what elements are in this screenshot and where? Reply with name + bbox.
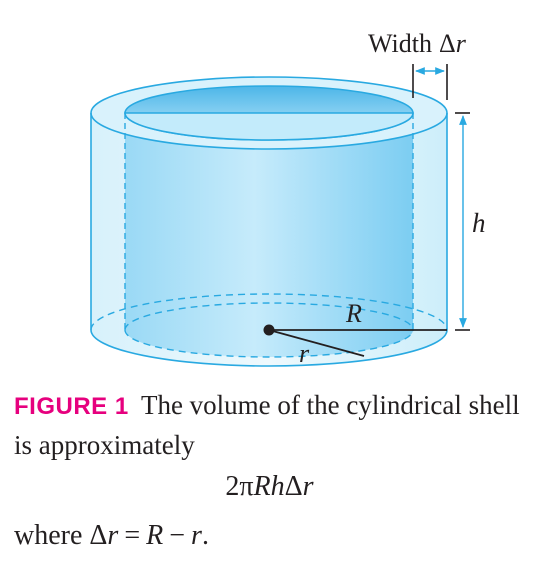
formula-h: h: [270, 471, 285, 502]
figure-label: FIGURE 1: [14, 393, 129, 420]
where-r2: r: [191, 520, 202, 551]
figure-caption: [14, 386, 534, 464]
where-clause: [14, 518, 209, 554]
formula-R: R: [253, 471, 271, 502]
where-r: r: [107, 520, 119, 551]
where-minus: −: [169, 520, 186, 551]
where-period: .: [201, 520, 209, 551]
radius-R-label: R: [346, 299, 362, 328]
formula-r: r: [302, 471, 314, 502]
where-word: where: [14, 520, 83, 551]
where-R: R: [146, 520, 164, 551]
center-point: [264, 325, 275, 336]
caption-text: The volume of the cylindrical shell is approximately: [14, 390, 520, 460]
formula-delta: Δ: [284, 471, 303, 502]
where-equals: =: [124, 520, 141, 551]
radius-r-label: r: [299, 339, 310, 368]
width-label: Width Δr: [368, 29, 466, 58]
formula-prefix: 2π: [225, 471, 254, 502]
volume-formula: [0, 469, 539, 505]
height-label: h: [472, 208, 486, 238]
where-delta: Δ: [89, 520, 108, 551]
